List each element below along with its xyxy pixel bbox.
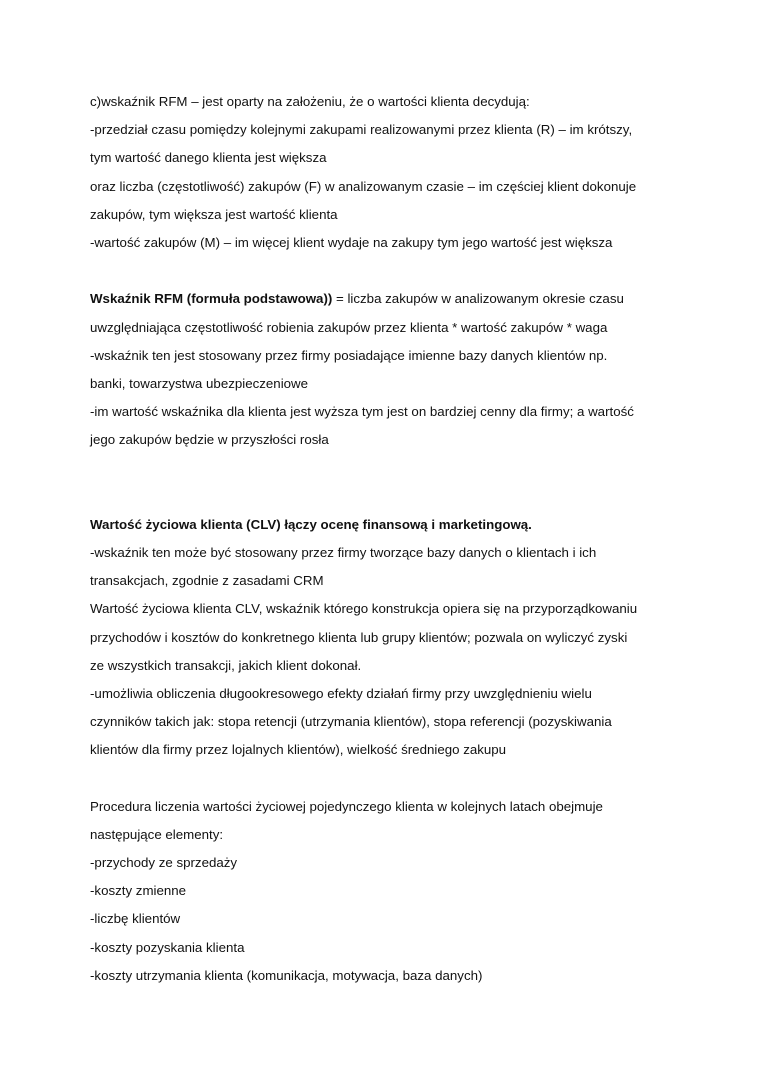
rfm-formula-line: banki, towarzystwa ubezpieczeniowe: [90, 375, 309, 391]
rfm-formula-section: [90, 285, 690, 454]
paragraph-gap: [90, 454, 690, 510]
rfm-formula-line: -im wartość wskaźnika dla klienta jest wyższa tym jest on bardziej cenny dla firmy; a wartość: [90, 404, 634, 420]
rfm-formula-line: -wskaźnik ten jest stosowany przez firmy posiadające imienne bazy danych klientów np.: [90, 347, 608, 363]
paragraph-gap: [90, 257, 690, 285]
document-body: [90, 88, 690, 990]
rfm-intro-line: -przedział czasu pomiędzy kolejnymi zakupami realizowanymi przez klienta (R) – im krótszy,: [90, 122, 633, 138]
clv-line: przychodów i kosztów do konkretnego klienta lub grupy klientów; pozwala on wyliczyć zyski: [90, 629, 628, 645]
clv-line: -umożliwia obliczenia długookresowego efekty działań firmy przy uwzględnieniu wielu: [90, 685, 592, 701]
paragraph-gap: [90, 765, 690, 793]
procedure-intro-line: następujące elementy:: [90, 826, 224, 842]
rfm-intro-line: oraz liczba (częstotliwość) zakupów (F) w analizowanym czasie – im częściej klient dokonuje: [90, 178, 637, 194]
clv-line: klientów dla firmy przez lojalnych klientów), wielkość średniego zakupu: [90, 742, 507, 758]
rfm-formula-line: jego zakupów będzie w przyszłości rosła: [90, 432, 329, 448]
rfm-intro-section: [90, 88, 690, 257]
rfm-formula-heading: Wskaźnik RFM (formuła podstawowa)): [90, 291, 333, 307]
clv-line: transakcjach, zgodnie z zasadami CRM: [90, 573, 324, 589]
procedure-list-item: -koszty utrzymania klienta (komunikacja, motywacja, baza danych): [90, 967, 483, 983]
rfm-intro-line: c)wskaźnik RFM – jest oparty na założeniu, że o wartości klienta decydują:: [90, 94, 530, 109]
clv-line: -wskaźnik ten może być stosowany przez firmy tworzące bazy danych o klientach i ich: [90, 545, 597, 561]
procedure-section: [90, 793, 690, 990]
procedure-list-item: -koszty zmienne: [90, 883, 187, 899]
clv-line: Wartość życiowa klienta CLV, wskaźnik którego konstrukcja opiera się na przyporządkowaniu: [90, 601, 638, 617]
clv-heading: Wartość życiowa klienta (CLV) łączy ocenę finansową i marketingową.: [90, 516, 532, 532]
rfm-formula-line: uwzględniająca częstotliwość robienia zakupów przez klienta * wartość zakupów * waga: [90, 319, 608, 335]
procedure-list-item: -koszty pozyskania klienta: [90, 939, 245, 955]
clv-line: czynników takich jak: stopa retencji (utrzymania klientów), stopa referencji (pozyskiwania: [90, 714, 612, 730]
procedure-list-item: -liczbę klientów: [90, 911, 181, 927]
procedure-list-item: -przychody ze sprzedaży: [90, 855, 238, 871]
rfm-intro-line: -wartość zakupów (M) – im więcej klient wydaje na zakupy tym jego wartość jest większa: [90, 234, 613, 250]
rfm-intro-line: tym wartość danego klienta jest większa: [90, 150, 327, 166]
rfm-formula-first-line: [90, 285, 690, 313]
rfm-formula-definition: = liczba zakupów w analizowanym okresie czasu: [332, 291, 624, 307]
procedure-intro-line: Procedura liczenia wartości życiowej pojedynczego klienta w kolejnych latach obejmuje: [90, 798, 603, 814]
clv-line: ze wszystkich transakcji, jakich klient dokonał.: [90, 657, 362, 673]
clv-section: [90, 511, 690, 765]
rfm-intro-line: zakupów, tym większa jest wartość klienta: [90, 206, 338, 222]
